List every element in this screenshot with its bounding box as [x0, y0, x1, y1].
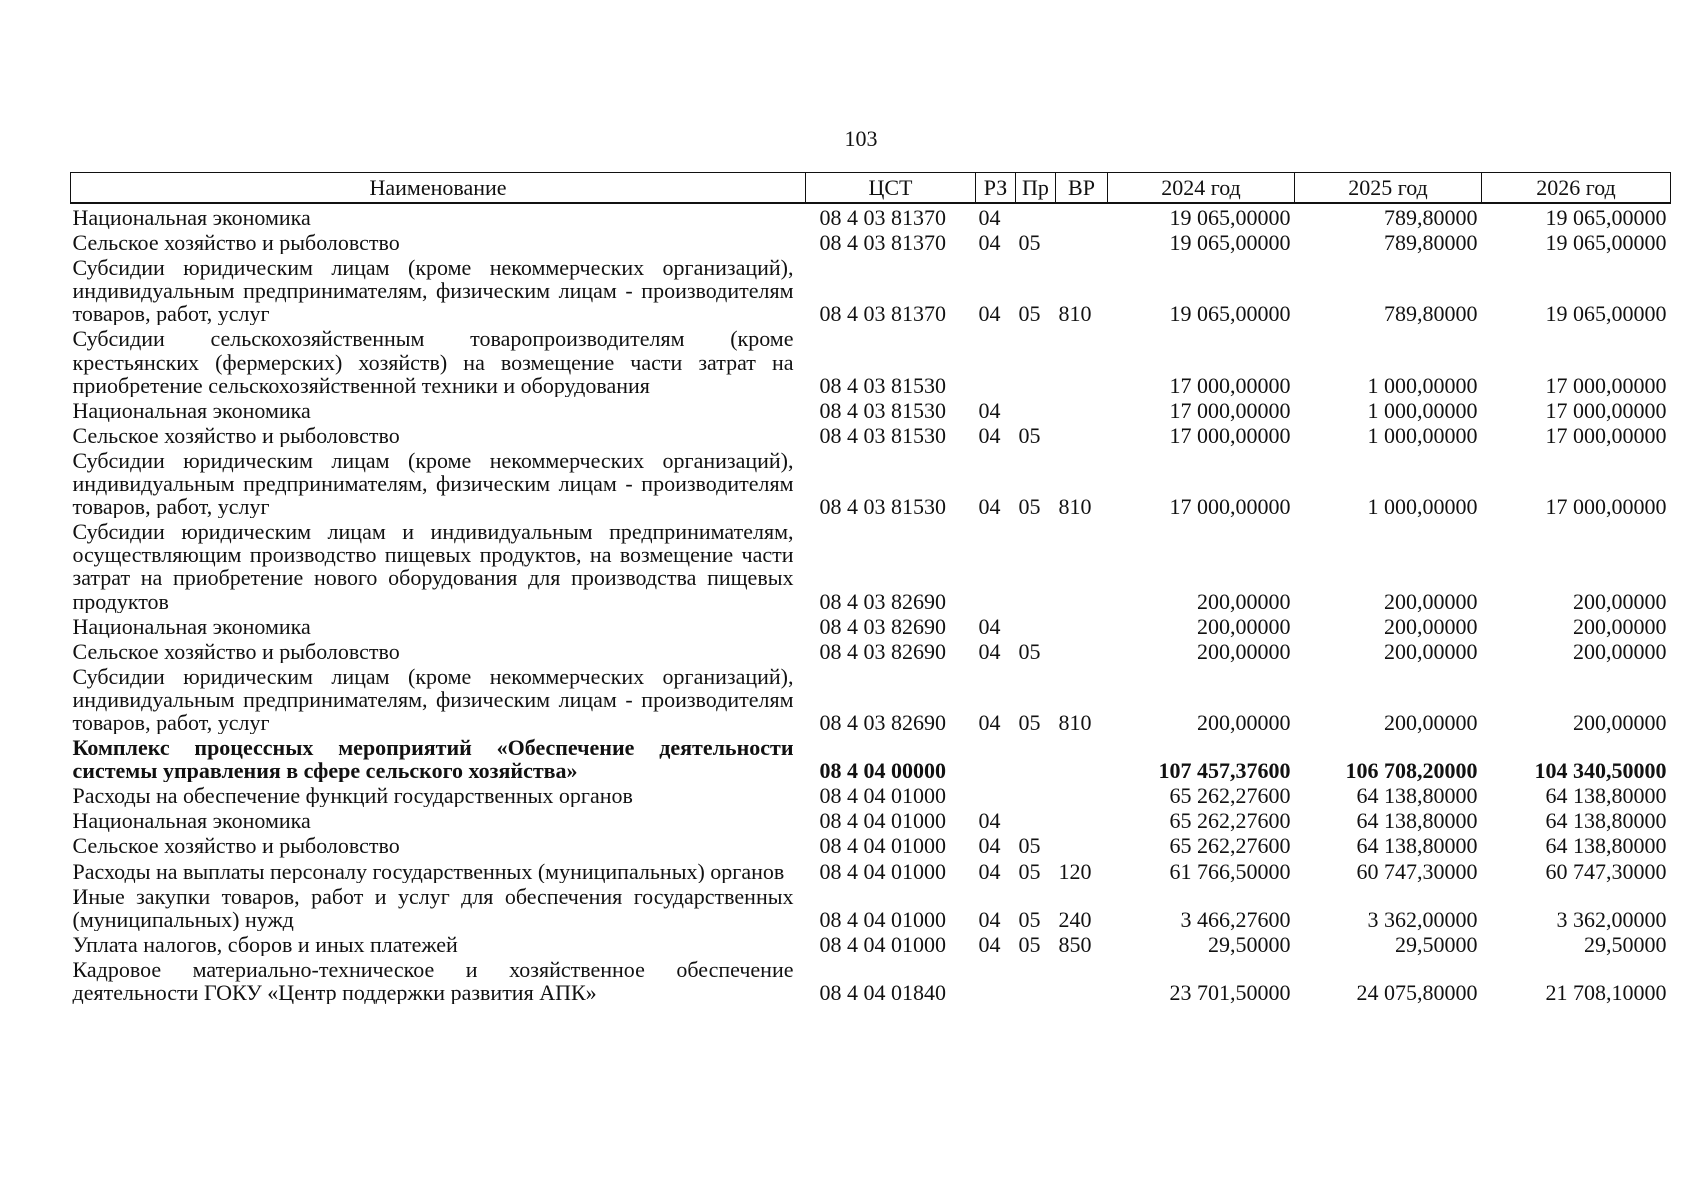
cell-2025: 64 138,80000 [1356, 783, 1478, 808]
cell-pr: 05 [1018, 422, 1041, 447]
table-row [71, 931, 1671, 956]
table-row [71, 447, 1671, 518]
cell-2025: 1 000,00000 [1367, 397, 1478, 422]
cell-2024: 65 262,27600 [1169, 833, 1291, 858]
cell-2026: 17 000,00000 [1545, 422, 1667, 447]
cell-vr [1056, 807, 1108, 832]
cell-name: Комплекс процессных мероприятий «Обеспечение деятельности системы управления в сфере сельского хозяйства» [72, 735, 794, 783]
cell-name: Субсидии юридическим лицам (кроме некоммерческих организаций), индивидуальным предпринимателям, физическим лицам - производителям товаров, работ, услуг [72, 255, 794, 326]
cell-2026: 17 000,00000 [1545, 372, 1667, 397]
cell-2026: 200,00000 [1573, 613, 1667, 638]
cell-rz: 04 [978, 422, 1001, 447]
table-row [71, 663, 1671, 734]
cell-cst: 08 4 03 81530 [819, 422, 946, 447]
cell-cst: 08 4 04 01000 [819, 808, 946, 833]
cell-pr [1016, 397, 1056, 422]
cell-cst: 08 4 03 82690 [819, 588, 946, 613]
cell-pr [1016, 734, 1056, 782]
cell-2026: 3 362,00000 [1556, 906, 1667, 931]
cell-2025: 200,00000 [1384, 709, 1478, 735]
cell-cst: 08 4 03 81530 [819, 372, 946, 397]
cell-pr [1016, 518, 1056, 612]
cell-2026: 17 000,00000 [1545, 397, 1667, 422]
cell-pr [1016, 956, 1056, 1004]
table-row [71, 254, 1671, 325]
cell-pr [1016, 807, 1056, 832]
cell-name: Кадровое материально-техническое и хозяйственное обеспечение деятельности ГОКУ «Центр поддержки развития АПК» [72, 956, 794, 1005]
cell-vr [1056, 203, 1108, 229]
cell-rz [976, 782, 1016, 807]
cell-cst: 08 4 04 01000 [819, 858, 946, 883]
cell-2025: 200,00000 [1384, 638, 1478, 663]
table-row [71, 229, 1671, 254]
cell-vr [1056, 782, 1108, 807]
cell-2026: 19 065,00000 [1545, 205, 1667, 230]
cell-rz: 04 [978, 709, 1001, 735]
cell-2024: 200,00000 [1197, 638, 1291, 663]
cell-name: Уплата налогов, сборов и иных платежей [72, 931, 458, 956]
cell-2025: 789,80000 [1384, 301, 1478, 326]
cell-name: Субсидии юридическим лицам (кроме некоммерческих организаций), индивидуальным предпринимателям, физическим лицам - производителям товаров, работ, услуг [72, 663, 794, 735]
cell-2025: 29,50000 [1395, 931, 1478, 956]
cell-rz [976, 325, 1016, 396]
cell-2024: 29,50000 [1208, 931, 1291, 956]
cell-cst: 08 4 04 01000 [819, 833, 946, 858]
cell-rz [976, 734, 1016, 782]
cell-pr: 05 [1018, 931, 1041, 956]
table-row [71, 832, 1671, 857]
cell-2024: 65 262,27600 [1169, 783, 1291, 808]
table-body [71, 203, 1671, 1004]
cell-2024: 17 000,00000 [1169, 494, 1291, 519]
table-row [71, 782, 1671, 807]
header-2024: 2024 год [1108, 173, 1295, 204]
table-row [71, 325, 1671, 396]
cell-cst: 08 4 04 01840 [819, 980, 946, 1005]
cell-2026: 19 065,00000 [1545, 301, 1667, 326]
cell-vr [1056, 832, 1108, 857]
cell-cst: 08 4 03 81530 [819, 397, 946, 422]
cell-name: Сельское хозяйство и рыболовство [72, 422, 400, 447]
cell-pr [1016, 782, 1056, 807]
cell-2024: 19 065,00000 [1169, 205, 1291, 230]
cell-vr [1056, 956, 1108, 1004]
cell-cst: 08 4 03 82690 [819, 638, 946, 663]
cell-2026: 60 747,30000 [1545, 858, 1667, 883]
cell-vr [1056, 518, 1108, 612]
cell-2025: 1 000,00000 [1367, 494, 1478, 519]
cell-2024: 17 000,00000 [1169, 397, 1291, 422]
cell-2026: 104 340,50000 [1534, 758, 1667, 783]
cell-2026: 64 138,80000 [1545, 833, 1667, 858]
cell-cst: 08 4 03 82690 [819, 709, 946, 735]
cell-rz: 04 [978, 808, 1001, 833]
table-row [71, 613, 1671, 638]
cell-name: Расходы на обеспечение функций государственных органов [72, 783, 633, 808]
cell-cst: 08 4 03 82690 [819, 613, 946, 638]
cell-2024: 61 766,50000 [1169, 858, 1291, 883]
cell-name: Национальная экономика [72, 613, 311, 638]
cell-vr: 810 [1058, 301, 1092, 326]
cell-pr: 05 [1018, 301, 1041, 326]
table-row [71, 422, 1671, 447]
table-row [71, 518, 1671, 612]
cell-vr [1056, 638, 1108, 663]
cell-2026: 200,00000 [1573, 638, 1667, 663]
cell-2025: 60 747,30000 [1356, 858, 1478, 883]
cell-name: Иные закупки товаров, работ и услуг для обеспечения государственных (муниципальных) нужд [72, 883, 794, 931]
cell-pr: 05 [1018, 709, 1041, 735]
cell-name: Национальная экономика [72, 397, 311, 422]
cell-2026: 64 138,80000 [1545, 783, 1667, 808]
cell-rz: 04 [978, 205, 1001, 230]
cell-rz: 04 [978, 613, 1001, 638]
cell-2025: 1 000,00000 [1367, 372, 1478, 397]
cell-pr: 05 [1018, 638, 1041, 663]
header-rz: РЗ [976, 173, 1016, 204]
cell-2025: 3 362,00000 [1367, 906, 1478, 931]
cell-2026: 19 065,00000 [1545, 230, 1667, 255]
table-row [71, 883, 1671, 931]
cell-pr: 05 [1018, 858, 1041, 883]
cell-vr: 850 [1058, 931, 1092, 956]
cell-name: Сельское хозяйство и рыболовство [72, 230, 400, 255]
cell-2024: 23 701,50000 [1169, 980, 1291, 1005]
cell-vr [1056, 325, 1108, 396]
cell-vr: 120 [1058, 858, 1092, 883]
cell-name: Субсидии сельскохозяйственным товаропроизводителям (кроме крестьянских (фермерских) хозяйств) на возмещение части затрат на приобретение сельскохозяйственной техники и оборудования [72, 326, 794, 397]
cell-pr [1016, 613, 1056, 638]
cell-2025: 24 075,80000 [1356, 980, 1478, 1005]
header-name: Наименование [71, 173, 806, 204]
cell-pr: 05 [1018, 494, 1041, 519]
cell-2024: 65 262,27600 [1169, 808, 1291, 833]
cell-2024: 17 000,00000 [1169, 422, 1291, 447]
cell-rz: 04 [978, 858, 1001, 883]
header-cst: ЦСТ [806, 173, 976, 204]
table-row [71, 956, 1671, 1004]
cell-cst: 08 4 03 81370 [819, 230, 946, 255]
cell-name: Национальная экономика [72, 205, 311, 230]
cell-rz [976, 518, 1016, 612]
cell-rz: 04 [978, 230, 1001, 255]
cell-name: Сельское хозяйство и рыболовство [72, 833, 400, 858]
cell-2024: 3 466,27600 [1180, 906, 1291, 931]
cell-cst: 08 4 04 00000 [819, 758, 946, 783]
cell-cst: 08 4 04 01000 [819, 906, 946, 931]
cell-rz: 04 [978, 494, 1001, 519]
header-2025: 2025 год [1295, 173, 1482, 204]
cell-rz: 04 [978, 301, 1001, 326]
cell-2025: 200,00000 [1384, 613, 1478, 638]
cell-2026: 17 000,00000 [1545, 494, 1667, 519]
cell-rz [976, 956, 1016, 1004]
table-row [71, 807, 1671, 832]
cell-cst: 08 4 03 81370 [819, 301, 946, 326]
cell-2025: 789,80000 [1384, 230, 1478, 255]
cell-vr [1056, 613, 1108, 638]
cell-rz: 04 [978, 906, 1001, 931]
table-row [71, 858, 1671, 883]
cell-2024: 19 065,00000 [1169, 301, 1291, 326]
table-row [71, 397, 1671, 422]
table-row [71, 638, 1671, 663]
cell-rz: 04 [978, 638, 1001, 663]
cell-name: Сельское хозяйство и рыболовство [72, 638, 400, 663]
cell-2024: 200,00000 [1197, 709, 1291, 735]
cell-2024: 17 000,00000 [1169, 372, 1291, 397]
cell-pr: 05 [1018, 906, 1041, 931]
cell-pr [1016, 203, 1056, 229]
cell-2024: 19 065,00000 [1169, 230, 1291, 255]
cell-2025: 106 708,20000 [1345, 758, 1478, 783]
cell-2025: 200,00000 [1384, 588, 1478, 613]
cell-vr [1056, 422, 1108, 447]
header-2026: 2026 год [1482, 173, 1671, 204]
cell-vr: 810 [1058, 709, 1092, 735]
cell-vr: 810 [1058, 494, 1092, 519]
cell-2024: 200,00000 [1197, 588, 1291, 613]
cell-2025: 789,80000 [1384, 205, 1478, 230]
cell-name: Субсидии юридическим лицам (кроме некоммерческих организаций), индивидуальным предпринимателям, физическим лицам - производителям товаров, работ, услуг [72, 447, 794, 519]
cell-cst: 08 4 04 01000 [819, 783, 946, 808]
cell-rz: 04 [978, 931, 1001, 956]
cell-2024: 200,00000 [1197, 613, 1291, 638]
cell-2025: 64 138,80000 [1356, 833, 1478, 858]
cell-2026: 200,00000 [1573, 588, 1667, 613]
cell-2024: 107 457,37600 [1158, 758, 1291, 783]
cell-vr: 240 [1058, 906, 1092, 931]
cell-cst: 08 4 03 81370 [819, 205, 946, 230]
cell-name: Субсидии юридическим лицам и индивидуальным предпринимателям, осуществляющим производство пищевых продуктов, на возмещение части затрат на приобретение нового оборудования для производства пищевых продуктов [72, 519, 794, 613]
cell-rz: 04 [978, 833, 1001, 858]
cell-vr [1056, 229, 1108, 254]
header-pr: Пр [1016, 173, 1056, 204]
cell-2025: 64 138,80000 [1356, 808, 1478, 833]
page-number: 103 [844, 126, 878, 151]
cell-2026: 64 138,80000 [1545, 808, 1667, 833]
cell-pr: 05 [1018, 833, 1041, 858]
table-row [71, 203, 1671, 229]
cell-cst: 08 4 04 01000 [819, 931, 946, 956]
cell-pr [1016, 325, 1056, 396]
cell-name: Национальная экономика [72, 808, 311, 833]
cell-2026: 21 708,10000 [1545, 980, 1667, 1005]
cell-name: Расходы на выплаты персоналу государственных (муниципальных) органов [72, 858, 785, 883]
cell-vr [1056, 734, 1108, 782]
cell-pr: 05 [1018, 230, 1041, 255]
cell-2025: 1 000,00000 [1367, 422, 1478, 447]
cell-2026: 200,00000 [1573, 709, 1667, 735]
table-row [71, 734, 1671, 782]
cell-2026: 29,50000 [1584, 931, 1667, 956]
cell-cst: 08 4 03 81530 [819, 494, 946, 519]
table-header [71, 173, 1671, 204]
header-vr: ВР [1056, 173, 1108, 204]
cell-vr [1056, 397, 1108, 422]
cell-rz: 04 [978, 397, 1001, 422]
budget-table [70, 172, 1671, 1004]
